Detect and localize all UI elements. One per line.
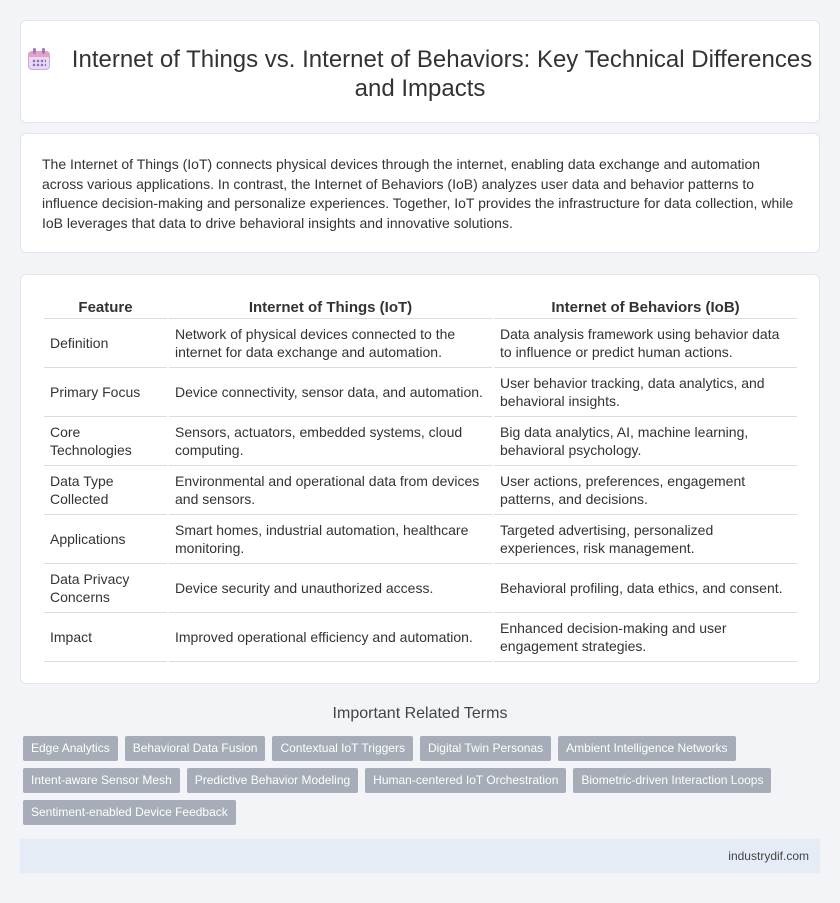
feature-cell: Data Type Collected <box>44 466 167 515</box>
feature-cell: Primary Focus <box>44 368 167 417</box>
iob-cell: Big data analytics, AI, machine learning, behavioral psychology. <box>494 417 797 466</box>
calendar-icon <box>28 48 50 70</box>
related-term-tag[interactable]: Contextual IoT Triggers <box>272 736 413 761</box>
iot-cell: Sensors, actuators, embedded systems, cloud computing. <box>169 417 492 466</box>
iob-cell: Enhanced decision-making and user engagement strategies. <box>494 613 797 662</box>
feature-cell: Core Technologies <box>44 417 167 466</box>
related-term-tag[interactable]: Digital Twin Personas <box>420 736 551 761</box>
footer <box>20 839 820 873</box>
iot-cell: Improved operational efficiency and automation. <box>169 613 492 662</box>
related-term-tag[interactable]: Intent-aware Sensor Mesh <box>23 768 180 793</box>
title-card <box>20 20 820 123</box>
related-term-tag[interactable]: Human-centered IoT Orchestration <box>365 768 566 793</box>
related-term-tag[interactable]: Behavioral Data Fusion <box>125 736 266 761</box>
intro-paragraph: The Internet of Things (IoT) connects physical devices through the internet, enabling data exchange and automation across various applications. In contrast, the Internet of Behaviors (IoB) analyzes user data and behavior patterns to influence decision-making and personalize experiences. Together, IoT provides the infrastructure for data collection, while IoB leverages that data to drive behavioral insights and innovative solutions. <box>42 156 794 231</box>
feature-cell: Definition <box>44 319 167 368</box>
page-title-block <box>21 45 819 103</box>
related-term-tag[interactable]: Sentiment-enabled Device Feedback <box>23 800 236 825</box>
table-row <box>44 515 797 564</box>
header-feature: Feature <box>44 297 167 319</box>
iot-cell: Smart homes, industrial automation, healthcare monitoring. <box>169 515 492 564</box>
related-term-tag[interactable]: Edge Analytics <box>23 736 118 761</box>
comparison-table-card <box>20 274 820 684</box>
iot-cell: Device connectivity, sensor data, and automation. <box>169 368 492 417</box>
iot-cell: Network of physical devices connected to the internet for data exchange and automation. <box>169 319 492 368</box>
header-iot: Internet of Things (IoT) <box>169 297 492 319</box>
table-row <box>44 613 797 662</box>
page-title: Internet of Things vs. Internet of Behaviors: Key Technical Differences and Impacts <box>71 46 813 102</box>
iob-cell: Behavioral profiling, data ethics, and consent. <box>494 564 797 613</box>
header-iob: Internet of Behaviors (IoB) <box>494 297 797 319</box>
iob-cell: Targeted advertising, personalized experiences, risk management. <box>494 515 797 564</box>
iob-cell: User actions, preferences, engagement patterns, and decisions. <box>494 466 797 515</box>
table-row <box>44 417 797 466</box>
table-header-row <box>44 297 797 319</box>
feature-cell: Data Privacy Concerns <box>44 564 167 613</box>
iot-cell: Device security and unauthorized access. <box>169 564 492 613</box>
related-term-tag[interactable]: Biometric-driven Interaction Loops <box>573 768 771 793</box>
table-row <box>44 368 797 417</box>
related-term-tag[interactable]: Predictive Behavior Modeling <box>187 768 358 793</box>
table-row <box>44 466 797 515</box>
feature-cell: Impact <box>44 613 167 662</box>
comparison-table <box>42 297 799 662</box>
related-term-tag[interactable]: Ambient Intelligence Networks <box>558 736 735 761</box>
iob-cell: Data analysis framework using behavior data to influence or predict human actions. <box>494 319 797 368</box>
intro-card <box>20 133 820 253</box>
related-terms-title: Important Related Terms <box>332 705 508 722</box>
feature-cell: Applications <box>44 515 167 564</box>
iob-cell: User behavior tracking, data analytics, and behavioral insights. <box>494 368 797 417</box>
table-row <box>44 564 797 613</box>
iot-cell: Environmental and operational data from devices and sensors. <box>169 466 492 515</box>
footer-site-link[interactable]: industrydif.com <box>728 849 809 863</box>
related-terms-list <box>23 736 803 832</box>
table-row <box>44 319 797 368</box>
